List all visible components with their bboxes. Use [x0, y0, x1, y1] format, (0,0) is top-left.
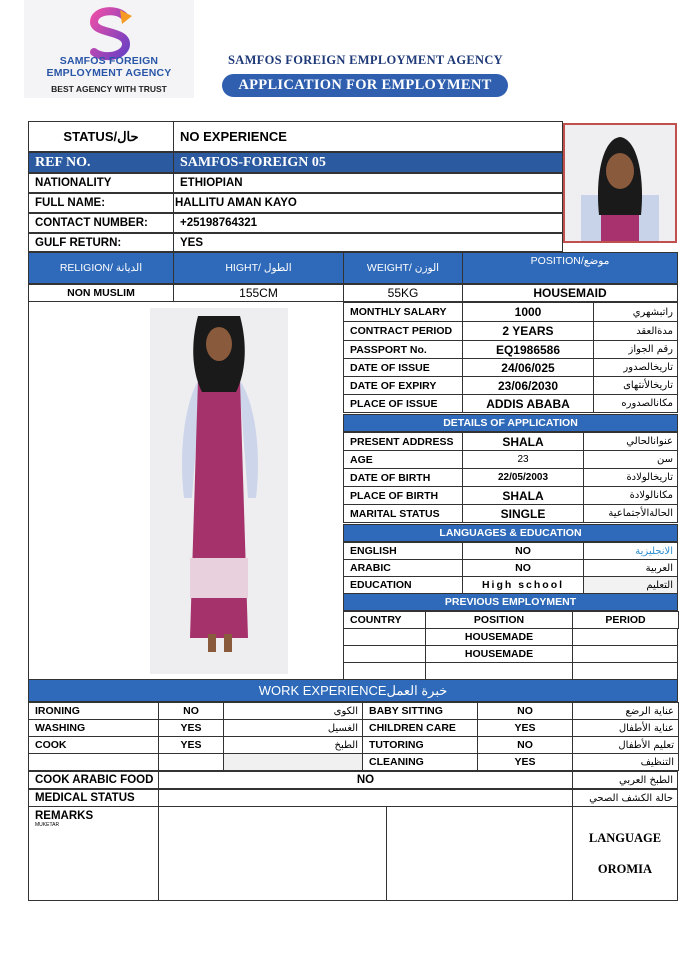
religion-head: RELIGION/ الديانة	[28, 252, 174, 284]
gulf-label: GULF RETURN:	[28, 233, 174, 252]
detail-value: 1000	[462, 302, 594, 322]
work-cell: CHILDREN CARE	[362, 719, 478, 737]
application-value: SHALA	[462, 486, 584, 505]
prev-period-cell	[572, 662, 678, 680]
agency-logo	[24, 0, 194, 98]
remarks-sub: MUKETAR	[35, 822, 60, 828]
work-cell: تعليم الأطفال	[572, 736, 679, 754]
application-head: DETAILS OF APPLICATION	[343, 414, 678, 432]
weight-head: WEIGHT/ الوزن	[343, 252, 463, 284]
cook-arabic-ar: الطبخ العربي	[572, 771, 678, 789]
prev-position-cell: HOUSEMADE	[425, 645, 573, 663]
application-value: SINGLE	[462, 504, 584, 523]
contact-value: +25198764321	[173, 213, 563, 233]
application-label: MARITAL STATUS	[343, 504, 463, 523]
detail-value: ADDIS ABABA	[462, 394, 594, 413]
application-value: SHALA	[462, 432, 584, 451]
fullname-label: FULL NAME:	[28, 193, 174, 213]
nationality-label: NATIONALITY	[28, 173, 174, 193]
application-label: PRESENT ADDRESS	[343, 432, 463, 451]
cook-arabic-label: COOK ARABIC FOOD	[28, 771, 159, 789]
work-cell: YES	[477, 719, 573, 737]
logo-s-icon	[86, 6, 134, 62]
application-ar: عنوانالحالي	[583, 432, 678, 451]
work-cell: YES	[158, 736, 224, 754]
medical-value	[158, 789, 573, 807]
prev-country-cell	[343, 662, 426, 680]
application-value: 23	[462, 450, 584, 469]
detail-label: PLACE OF ISSUE	[343, 394, 463, 413]
detail-label: MONTHLY SALARY	[343, 302, 463, 322]
lang-ar: العربية	[583, 559, 678, 577]
work-experience-head: WORK EXPERIENCEخبرة العمل	[28, 679, 678, 702]
prev-position-cell	[425, 662, 573, 680]
lang-ar: الانجليزية	[583, 542, 678, 560]
cook-arabic-value: NO	[158, 771, 573, 789]
work-cell: عناية الأطفال	[572, 719, 679, 737]
work-cell: BABY SITTING	[362, 702, 478, 720]
application-value: 22/05/2003	[462, 468, 584, 487]
remarks-label: REMARKS	[35, 810, 94, 822]
language-cell	[572, 806, 678, 901]
lang-label: ENGLISH	[343, 542, 463, 560]
prev-col-head: COUNTRY	[343, 611, 426, 629]
status-label: STATUS/حال	[28, 121, 174, 152]
status-value: NO EXPERIENCE	[173, 121, 563, 152]
work-cell: IRONING	[28, 702, 159, 720]
applicant-photo-small	[563, 123, 677, 243]
remarks-box-2	[386, 806, 573, 901]
work-cell: YES	[477, 753, 573, 771]
work-cell: COOK	[28, 736, 159, 754]
work-cell	[158, 753, 224, 771]
work-cell: الطبخ	[223, 736, 363, 754]
detail-value: EQ1986586	[462, 340, 594, 359]
work-cell: التنظيف	[572, 753, 679, 771]
prev-country-cell	[343, 628, 426, 646]
work-cell	[223, 753, 363, 771]
lang-value: NO	[462, 542, 584, 560]
work-cell: الغسيل	[223, 719, 363, 737]
detail-value: 23/06/2030	[462, 376, 594, 395]
logo-line1: SAMFOS FOREIGN	[59, 55, 159, 67]
application-ar: تاريخالولادة	[583, 468, 678, 487]
ref-value: SAMFOS-FOREIGN 05	[173, 152, 563, 173]
work-cell	[28, 753, 159, 771]
remarks-cell	[28, 806, 159, 901]
work-cell: YES	[158, 719, 224, 737]
application-label: DATE OF BIRTH	[343, 468, 463, 487]
detail-ar: رقم الجواز	[593, 340, 678, 359]
form-title: APPLICATION FOR EMPLOYMENT	[222, 74, 508, 97]
height-value: 155CM	[173, 284, 344, 302]
application-ar: سن	[583, 450, 678, 469]
detail-ar: تاريخالصدور	[593, 358, 678, 377]
work-cell: الكوى	[223, 702, 363, 720]
detail-ar: راتبشهري	[593, 302, 678, 322]
medical-label: MEDICAL STATUS	[28, 789, 159, 807]
position-value: HOUSEMAID	[462, 284, 678, 302]
detail-label: DATE OF EXPIRY	[343, 376, 463, 395]
work-cell: CLEANING	[362, 753, 478, 771]
prev-period-cell	[572, 628, 678, 646]
logo-line2: EMPLOYMENT AGENCY	[46, 67, 172, 79]
photo-frame	[28, 301, 344, 679]
detail-label: DATE OF ISSUE	[343, 358, 463, 377]
lang-label: ARABIC	[343, 559, 463, 577]
ref-label: REF NO.	[28, 152, 174, 173]
work-cell: عناية الرضع	[572, 702, 679, 720]
agency-name: SAMFOS FOREIGN EMPLOYMENT AGENCY	[228, 53, 504, 67]
detail-label: PASSPORT No.	[343, 340, 463, 359]
nationality-value: ETHIOPIAN	[173, 173, 563, 193]
religion-value: NON MUSLIM	[28, 284, 174, 302]
detail-value: 2 YEARS	[462, 321, 594, 341]
lang-label: EDUCATION	[343, 576, 463, 594]
prev-period-cell	[572, 645, 678, 663]
application-ar: الحالةالأجتماعية	[583, 504, 678, 523]
application-label: AGE	[343, 450, 463, 469]
medical-ar: حالة الكشف الصحي	[572, 789, 678, 807]
detail-ar: تاريخالأنتهاى	[593, 376, 678, 395]
detail-value: 24/06/025	[462, 358, 594, 377]
application-ar: مكانالولادة	[583, 486, 678, 505]
work-cell: TUTORING	[362, 736, 478, 754]
lang-value: NO	[462, 559, 584, 577]
lang-ar: التعليم	[583, 576, 678, 594]
work-cell: WASHING	[28, 719, 159, 737]
languages-head: LANGUAGES & EDUCATION	[343, 524, 678, 542]
previous-employment-head: PREVIOUS EMPLOYMENT	[343, 593, 678, 611]
prev-col-head: PERIOD	[572, 611, 679, 629]
position-head: POSITION/موضع	[462, 252, 678, 284]
contact-label: CONTACT NUMBER:	[28, 213, 174, 233]
detail-ar: مكانالصدوره	[593, 394, 678, 413]
work-cell: NO	[477, 702, 573, 720]
prev-col-head: POSITION	[425, 611, 573, 629]
application-label: PLACE OF BIRTH	[343, 486, 463, 505]
portrait-image	[565, 125, 675, 241]
gulf-value: YES	[173, 233, 563, 252]
detail-label: CONTRACT PERIOD	[343, 321, 463, 341]
height-head: HIGHT/ الطول	[173, 252, 344, 284]
prev-country-cell	[343, 645, 426, 663]
weight-value: 55KG	[343, 284, 463, 302]
lang-value: High school	[462, 576, 584, 594]
remarks-box-1	[158, 806, 387, 901]
language-value: OROMIA	[597, 861, 653, 876]
work-cell: NO	[158, 702, 224, 720]
logo-tagline: BEST AGENCY WITH TRUST	[51, 84, 167, 94]
detail-ar: مدةالعقد	[593, 321, 678, 341]
language-label: LANGUAGE	[588, 830, 662, 845]
fullname-value: HALLITU AMAN KAYO	[173, 193, 563, 213]
work-cell: NO	[477, 736, 573, 754]
prev-position-cell: HOUSEMADE	[425, 628, 573, 646]
